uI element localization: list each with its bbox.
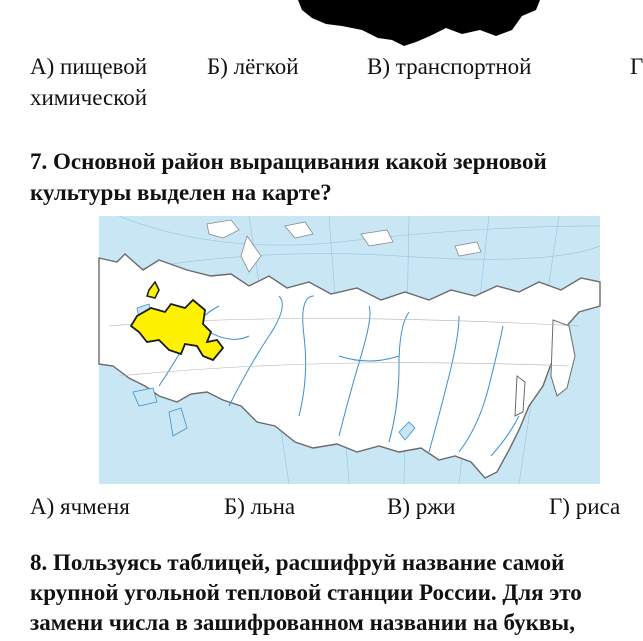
q7-option-a[interactable]: А) ячменя <box>30 494 130 519</box>
previous-question-map-silhouette <box>0 0 640 50</box>
q6-option-b[interactable]: Б) лёгкой <box>207 54 299 79</box>
q8-text-line3: замени числа в зашифрованном названии на буквы, <box>30 610 576 635</box>
russia-map <box>99 216 600 484</box>
q8-text-line2: крупной угольной тепловой станции России. Для это <box>30 580 582 605</box>
q6-option-a[interactable]: А) пищевой <box>30 54 148 79</box>
q6-option-d[interactable]: Г <box>630 54 643 79</box>
q8-text-line1: 8. Пользуясь таблицей, расшифруй название самой <box>30 550 565 575</box>
q6-option-continuation: химической <box>30 85 148 110</box>
q6-option-c[interactable]: В) транспортной <box>367 54 532 79</box>
q7-option-b[interactable]: Б) льна <box>224 494 296 519</box>
q7-text-line1: 7. Основной район выращивания какой зерновой <box>30 149 547 174</box>
q7-text-line2: культуры выделен на карте? <box>30 180 332 205</box>
q7-option-c[interactable]: В) ржи <box>387 494 456 519</box>
map-sakhalin <box>515 376 525 416</box>
q7-option-d[interactable]: Г) риса <box>549 494 621 519</box>
